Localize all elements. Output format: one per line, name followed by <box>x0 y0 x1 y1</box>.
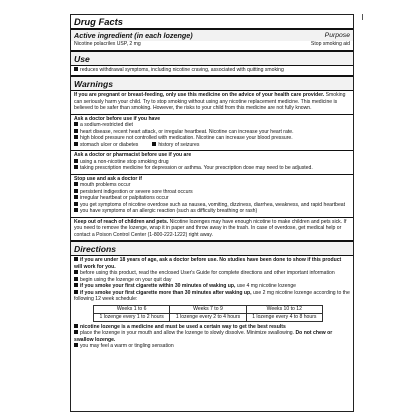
before-use-direction: before using this product, read the enclosed User's Guide for complete directions and other important information <box>71 270 353 277</box>
bullet-square-icon <box>74 142 78 146</box>
list-item-pair: stomach ulcer or diabetes history of seizures <box>71 142 353 149</box>
warnings-section <box>71 77 353 242</box>
table-header-cell: Weeks 7 to 9 <box>170 305 246 313</box>
table-row <box>94 305 323 313</box>
bullet-square-icon <box>74 159 78 163</box>
pregnancy-warning <box>71 91 353 112</box>
bullet-square-icon <box>74 122 78 126</box>
keep-out-bold: Keep out of reach of children and pets. <box>74 218 169 225</box>
within-30-direction: if you smoke your first cigarette within 30 minutes of waking up, use 4 mg nicotine lozenge <box>71 283 353 290</box>
bullet-square-icon <box>74 290 78 294</box>
quit-day-direction: begin using the lozenge on your quit day <box>71 277 353 284</box>
active-ingredient-heading: Active ingredient (in each lozenge) <box>74 31 193 40</box>
list-item: persistent indigestion or severe sore throat occurs <box>71 189 353 196</box>
drug-facts-title: Drug Facts <box>74 16 123 27</box>
list-item: irregular heartbeat or palpitations occur <box>71 195 353 202</box>
drug-facts-panel <box>70 14 354 412</box>
list-item: you get symptoms of nicotine overdose such as nausea, vomiting, dizziness, diarrhea, weakness, and rapid heartbeat <box>71 202 353 209</box>
table-cell: 1 lozenge every 4 to 8 hours <box>246 313 322 321</box>
table-cell: 1 lozenge every 1 to 2 hours <box>94 313 170 321</box>
bullet-square-icon <box>74 330 78 334</box>
bullet-square-icon <box>74 324 78 328</box>
table-header-cell: Weeks 1 to 6 <box>94 305 170 313</box>
list-item: you have symptoms of an allergic reaction (such as difficulty breathing or rash) <box>71 208 353 215</box>
bullet-square-icon <box>74 165 78 169</box>
keep-out-of-reach <box>71 217 353 241</box>
bullet-square-icon <box>74 182 78 186</box>
ingredient-row <box>71 41 353 50</box>
directions-heading: Directions <box>74 244 117 254</box>
ask-pharmacist-heading: Ask a doctor or pharmacist before use if you are <box>74 152 192 158</box>
table-cell: 1 lozenge every 2 to 4 hours <box>170 313 246 321</box>
warnings-band <box>71 77 353 91</box>
page-edge-mark <box>362 14 363 20</box>
table-header-cell: Weeks 10 to 12 <box>246 305 322 313</box>
active-ingredient-band <box>71 30 353 41</box>
bullet-square-icon <box>74 195 78 199</box>
list-item: a sodium-restricted diet <box>71 122 353 129</box>
medicine-direction: nicotine lozenge is a medicine and must be used a certain way to get the best results <box>71 324 353 331</box>
dosing-schedule-table <box>93 305 323 322</box>
use-item: reduces withdrawal symptoms, including nicotine craving, associated with quitting smoking <box>71 66 353 76</box>
purpose-text: Stop smoking aid <box>310 41 350 47</box>
bullet-square-icon <box>74 135 78 139</box>
place-lozenge-direction: place the lozenge in your mouth and allow the lozenge to slowly dissolve. Minimize swallowing. Do not chew or swallow lozenge. <box>74 330 333 343</box>
bullet-square-icon <box>74 202 78 206</box>
list-item: high blood pressure not controlled with medication. Nicotine can increase your blood pressure. <box>71 135 353 142</box>
directions-band <box>71 242 353 256</box>
bullet-square-icon <box>74 208 78 212</box>
use-band <box>71 52 353 66</box>
warnings-heading: Warnings <box>74 79 113 89</box>
bullet-square-icon <box>74 67 78 71</box>
pregnancy-warning-text: Smoking can seriously harm your child. Try to stop smoking without using any nicotine replacement medicine. This medicine is believed to be safer than smoking. However, the risks to your child from this medicine are not fully known. <box>74 92 346 111</box>
bullet-square-icon <box>74 277 78 281</box>
use-heading: Use <box>74 53 90 64</box>
bullet-square-icon <box>74 343 78 347</box>
pregnancy-warning-bold: If you are pregnant or breast-feeding, only use this medicine on the advice of your health care provider. <box>74 92 325 98</box>
active-ingredient-section <box>71 30 353 52</box>
list-item: taking prescription medicine for depression or asthma. Your prescription dose may need to be adjusted. <box>71 165 353 172</box>
stop-use-block <box>71 174 353 215</box>
stop-use-heading: Stop use and ask a doctor if <box>74 175 142 182</box>
ingredient-text: Nicotine polacrilex USP, 2 mg <box>74 41 141 47</box>
bullet-square-icon <box>74 270 78 274</box>
drug-facts-header-section <box>71 15 353 30</box>
under-18-direction: if you are under 18 years of age, ask a doctor before use. No studies have been done to show if this product will work for you. <box>74 257 342 270</box>
bullet-square-icon <box>74 283 78 287</box>
bullet-square-icon <box>74 257 78 261</box>
purpose-heading: Purpose <box>324 32 350 39</box>
table-row <box>94 313 323 321</box>
list-item: mouth problems occur <box>71 182 353 189</box>
ask-doctor-heading: Ask a doctor before use if you have <box>74 115 161 122</box>
list-item: heart disease, recent heart attack, or irregular heartbeat. Nicotine can increase your heart rate. <box>71 129 353 136</box>
directions-section <box>71 242 353 350</box>
use-section <box>71 52 353 78</box>
list-item: using a non-nicotine stop smoking drug <box>71 159 353 166</box>
keep-out-text: Nicotine lozenges may have enough nicotine to make children and pets sick. If you need to remove the lozenge, wrap it in paper and throw away in the trash. In case of overdose, get medical help or contact a Poison Control Center (1-800-222-1222) right away. <box>74 218 347 238</box>
bullet-square-icon <box>74 189 78 193</box>
bullet-square-icon <box>74 129 78 133</box>
ask-pharmacist-block <box>71 150 353 172</box>
ask-doctor-block <box>71 114 353 149</box>
tingling-direction: you may feel a warm or tingling sensation <box>71 343 353 350</box>
more-than-30-direction: if you smoke your first cigarette more than 30 minutes after waking up, use 2 mg nicotine lozenge according to the following 12 week schedule: <box>74 289 350 302</box>
bullet-square-icon <box>152 142 156 146</box>
